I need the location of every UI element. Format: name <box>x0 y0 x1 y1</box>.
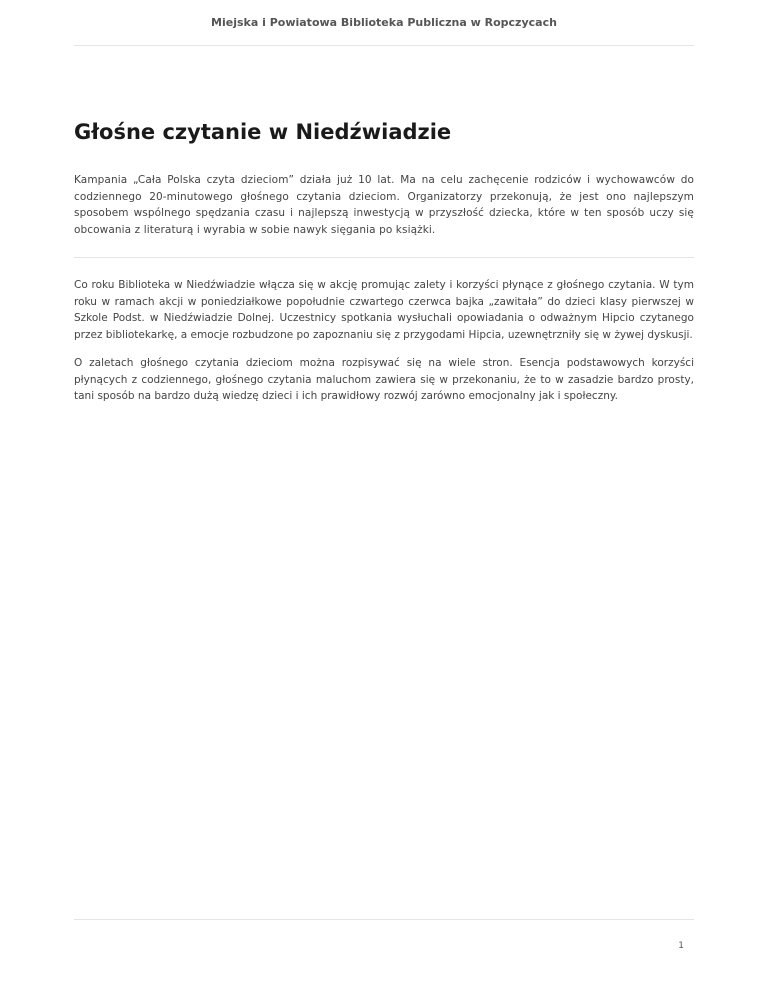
page-title: Głośne czytanie w Niedźwiadzie <box>74 120 452 144</box>
page-number: 1 <box>678 941 684 951</box>
page-footer <box>74 919 694 951</box>
divider <box>74 257 694 258</box>
library-name: Miejska i Powiatowa Biblioteka Publiczna w Ropczycach <box>211 16 557 29</box>
article <box>74 119 694 417</box>
article-paragraph: Co roku Biblioteka w Niedźwiadzie włącza się w akcję promując zalety i korzyści płynące z głośnego czytania. W tym roku w ramach akcji w poniedziałkowe popołudnie czwartego czerwca bajka „zawitała” do dzieci klasy pierwszej w Szkole Podst. w Niedźwiadzie Dolnej. Uczestnicy spotkania wysłuchali opowiadania o odważnym Hipcio czytanego przez bibliotekarkę, a emocje rozbudzone po zapoznaniu się z przygodami Hipcia, uzewnętrzniły się w żywej dyskusji. <box>74 279 694 341</box>
page-header <box>74 0 694 46</box>
article-lead: Kampania „Cała Polska czyta dzieciom” działa już 10 lat. Ma na celu zachęcenie rodziców i wychowawców do codziennego 20-minutowego głośnego czytania dzieciom. Organizatorzy przekonują, że jest ono najlepszym sposobem wspólnego spędzania czasu i najlepszą inwestycją w przyszłość dziecka, które w ten sposób uczy się obcowania z literaturą i wyrabia w sobie nawyk sięgania po książki. <box>74 174 694 236</box>
article-paragraph: O zaletach głośnego czytania dzieciom można rozpisywać się na wiele stron. Esencja podstawowych korzyści płynących z codziennego, głośnego czytania maluchom zawiera się w przekonaniu, że to w zasadzie bardzo prosty, tani sposób na bardzo dużą wiedzę dzieci i ich prawidłowy rozwój zarówno emocjonalny jak i społeczny. <box>74 357 694 402</box>
